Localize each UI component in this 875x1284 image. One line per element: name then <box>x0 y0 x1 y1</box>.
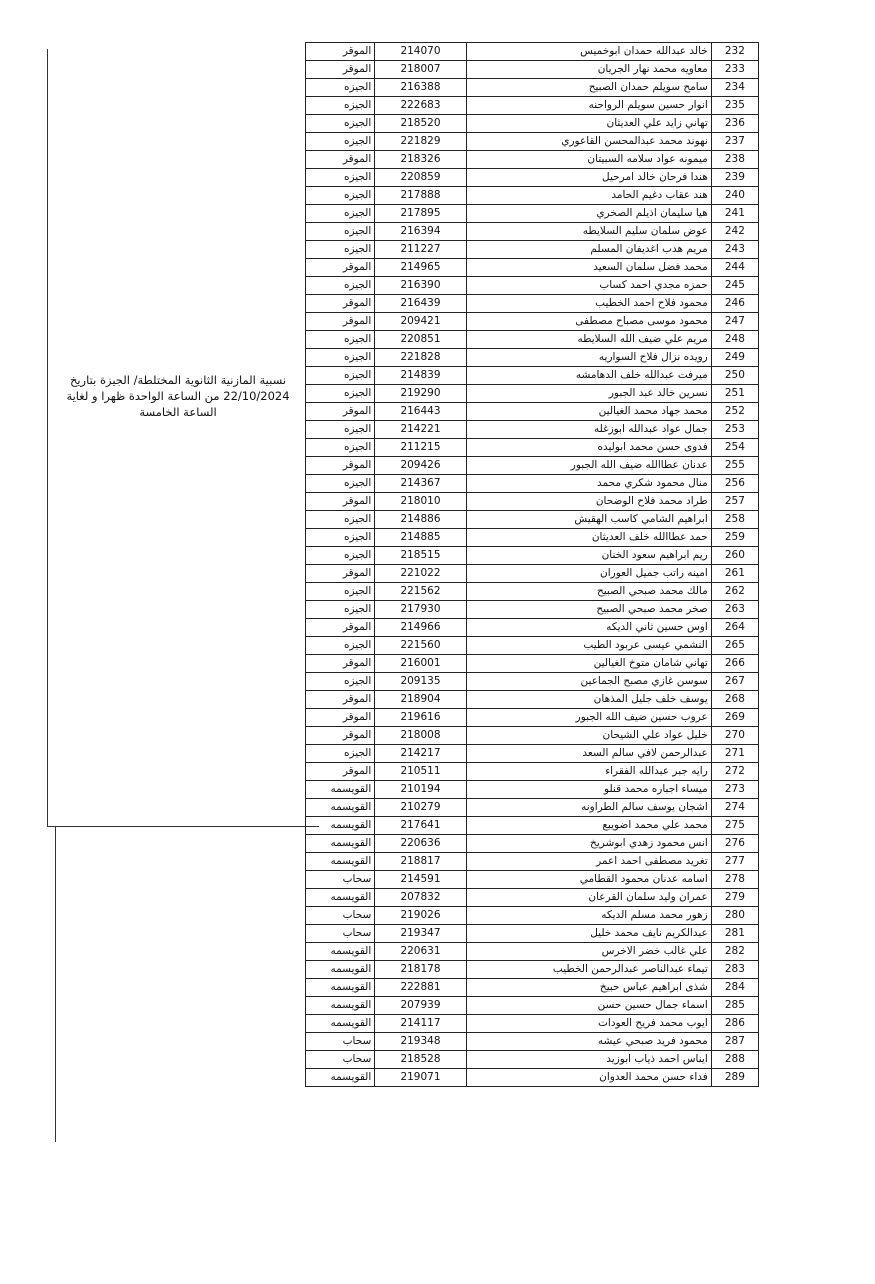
row-number-cell: 273 <box>711 781 758 799</box>
row-number-cell: 288 <box>711 1051 758 1069</box>
table-row <box>306 421 759 439</box>
student-name-cell: انوار حسين سويلم الرواحنه <box>466 97 711 115</box>
table-row <box>306 79 759 97</box>
student-name-cell: حمزه مجدي احمد كساب <box>466 277 711 295</box>
table-row <box>306 781 759 799</box>
location-cell: الموقر <box>306 403 375 421</box>
student-id-cell: 210194 <box>375 781 466 799</box>
student-id-cell: 218515 <box>375 547 466 565</box>
location-cell: سحاب <box>306 1033 375 1051</box>
location-cell: الموقر <box>306 259 375 277</box>
row-number-cell: 235 <box>711 97 758 115</box>
row-number-cell: 250 <box>711 367 758 385</box>
student-name-cell: ايوب محمد فريح العودات <box>466 1015 711 1033</box>
location-cell: القويسمه <box>306 799 375 817</box>
student-id-cell: 220631 <box>375 943 466 961</box>
location-cell: الجيزه <box>306 421 375 439</box>
student-id-cell: 222881 <box>375 979 466 997</box>
student-name-cell: امينه راتب جميل العوران <box>466 565 711 583</box>
student-name-cell: نسرين خالد عبد الجبور <box>466 385 711 403</box>
location-cell: الجيزه <box>306 529 375 547</box>
student-name-cell: مالك محمد صبحي الصبيح <box>466 583 711 601</box>
row-number-cell: 256 <box>711 475 758 493</box>
row-number-cell: 238 <box>711 151 758 169</box>
row-number-cell: 266 <box>711 655 758 673</box>
student-id-cell: 216001 <box>375 655 466 673</box>
student-id-cell: 216390 <box>375 277 466 295</box>
row-number-cell: 283 <box>711 961 758 979</box>
student-id-cell: 214885 <box>375 529 466 547</box>
location-cell: الجيزه <box>306 637 375 655</box>
student-name-cell: سامح سويلم حمدان الصبيح <box>466 79 711 97</box>
student-id-cell: 211215 <box>375 439 466 457</box>
table-row <box>306 1033 759 1051</box>
row-number-cell: 272 <box>711 763 758 781</box>
table-row <box>306 763 759 781</box>
table-row <box>306 583 759 601</box>
student-name-cell: اوس حسين ثاني الديكه <box>466 619 711 637</box>
student-id-cell: 220859 <box>375 169 466 187</box>
table-row <box>306 655 759 673</box>
row-number-cell: 253 <box>711 421 758 439</box>
row-number-cell: 246 <box>711 295 758 313</box>
location-cell: سحاب <box>306 871 375 889</box>
location-cell: الموقر <box>306 763 375 781</box>
location-cell: الجيزه <box>306 511 375 529</box>
student-name-cell: شذى ابراهيم عباس حبيخ <box>466 979 711 997</box>
row-number-cell: 285 <box>711 997 758 1015</box>
table-row <box>306 169 759 187</box>
student-name-cell: تغريد مصطفى احمد اعمر <box>466 853 711 871</box>
session-note-line: الساعة الخامسة <box>139 405 217 419</box>
table-row <box>306 367 759 385</box>
row-number-cell: 241 <box>711 205 758 223</box>
student-id-cell: 207832 <box>375 889 466 907</box>
location-cell: الجيزه <box>306 385 375 403</box>
table-row <box>306 871 759 889</box>
student-name-cell: النشمي عيسى عربود الطيب <box>466 637 711 655</box>
row-number-cell: 262 <box>711 583 758 601</box>
row-number-cell: 259 <box>711 529 758 547</box>
table-row <box>306 979 759 997</box>
student-id-cell: 218008 <box>375 727 466 745</box>
student-id-cell: 219026 <box>375 907 466 925</box>
student-id-cell: 217888 <box>375 187 466 205</box>
student-name-cell: عمران وليد سلمان القرعان <box>466 889 711 907</box>
student-name-cell: نهوند محمد عبدالمحسن القاعوري <box>466 133 711 151</box>
student-name-cell: ابراهيم الشامي كاسب الهقيش <box>466 511 711 529</box>
table-row <box>306 619 759 637</box>
student-name-cell: اسامه عدنان محمود القطامي <box>466 871 711 889</box>
student-name-cell: فدوى حسن محمد ابوليده <box>466 439 711 457</box>
table-row <box>306 961 759 979</box>
table-row <box>306 997 759 1015</box>
table-row <box>306 241 759 259</box>
student-id-cell: 207939 <box>375 997 466 1015</box>
row-number-cell: 237 <box>711 133 758 151</box>
row-number-cell: 286 <box>711 1015 758 1033</box>
location-cell: الموقر <box>306 61 375 79</box>
student-id-cell: 221828 <box>375 349 466 367</box>
student-id-cell: 218007 <box>375 61 466 79</box>
location-cell: الموقر <box>306 655 375 673</box>
student-id-cell: 221562 <box>375 583 466 601</box>
location-cell: الجيزه <box>306 349 375 367</box>
student-name-cell: سوسن غازي مصبح الجماعين <box>466 673 711 691</box>
location-cell: الجيزه <box>306 331 375 349</box>
student-name-cell: محمود فريد صبحي عيشه <box>466 1033 711 1051</box>
student-name-cell: هندا فرحان خالد امرحيل <box>466 169 711 187</box>
location-cell: القويسمه <box>306 889 375 907</box>
table-row <box>306 403 759 421</box>
student-name-cell: رويده نزال فلاح السواريه <box>466 349 711 367</box>
row-number-cell: 251 <box>711 385 758 403</box>
location-cell: القويسمه <box>306 781 375 799</box>
student-name-cell: عبدالكريم نايف محمد خليل <box>466 925 711 943</box>
location-cell: الجيزه <box>306 97 375 115</box>
table-row <box>306 547 759 565</box>
student-name-cell: مريم هدب اغديفان المسلم <box>466 241 711 259</box>
row-number-cell: 279 <box>711 889 758 907</box>
row-number-cell: 265 <box>711 637 758 655</box>
table-row <box>306 691 759 709</box>
student-id-cell: 218528 <box>375 1051 466 1069</box>
location-cell: سحاب <box>306 907 375 925</box>
student-id-cell: 219348 <box>375 1033 466 1051</box>
row-number-cell: 258 <box>711 511 758 529</box>
row-number-cell: 260 <box>711 547 758 565</box>
student-id-cell: 214886 <box>375 511 466 529</box>
student-name-cell: فداء حسن محمد العدوان <box>466 1069 711 1087</box>
table-row <box>306 97 759 115</box>
student-id-cell: 217930 <box>375 601 466 619</box>
row-number-cell: 252 <box>711 403 758 421</box>
location-cell: الموقر <box>306 709 375 727</box>
session-note-line: نسبية المازنية الثانوية المختلطة/ الجيزة بتاريخ <box>69 373 287 387</box>
row-number-cell: 263 <box>711 601 758 619</box>
student-id-cell: 209421 <box>375 313 466 331</box>
student-id-cell: 217641 <box>375 817 466 835</box>
row-number-cell: 284 <box>711 979 758 997</box>
location-cell: الموقر <box>306 565 375 583</box>
table-row <box>306 349 759 367</box>
location-cell: الجيزه <box>306 601 375 619</box>
location-cell: الجيزه <box>306 169 375 187</box>
table-row <box>306 511 759 529</box>
table-row <box>306 205 759 223</box>
row-number-cell: 248 <box>711 331 758 349</box>
location-cell: سحاب <box>306 925 375 943</box>
location-cell: القويسمه <box>306 853 375 871</box>
table-row <box>306 565 759 583</box>
student-id-cell: 219071 <box>375 1069 466 1087</box>
table-row <box>306 799 759 817</box>
row-number-cell: 289 <box>711 1069 758 1087</box>
student-id-cell: 214070 <box>375 43 466 61</box>
table-row <box>306 745 759 763</box>
table-row <box>306 853 759 871</box>
student-id-cell: 216394 <box>375 223 466 241</box>
student-name-cell: عبدالرحمن لافي سالم السعد <box>466 745 711 763</box>
row-number-cell: 269 <box>711 709 758 727</box>
student-name-cell: ريم ابراهيم سعود الخنان <box>466 547 711 565</box>
student-id-cell: 216388 <box>375 79 466 97</box>
location-cell: الموقر <box>306 43 375 61</box>
table-row <box>306 61 759 79</box>
student-name-cell: محمد علي محمد اضويبع <box>466 817 711 835</box>
location-cell: الموقر <box>306 691 375 709</box>
student-id-cell: 218010 <box>375 493 466 511</box>
location-cell: الجيزه <box>306 133 375 151</box>
table-row <box>306 187 759 205</box>
row-number-cell: 276 <box>711 835 758 853</box>
student-id-cell: 214965 <box>375 259 466 277</box>
student-name-cell: محمود فلاح احمد الخطيب <box>466 295 711 313</box>
table-row <box>306 1051 759 1069</box>
table-row <box>306 385 759 403</box>
location-cell: الجيزه <box>306 745 375 763</box>
student-name-cell: صخر محمد صبحي الصبيح <box>466 601 711 619</box>
student-id-cell: 218326 <box>375 151 466 169</box>
students-table-body <box>306 43 759 1087</box>
student-name-cell: محمد جهاد محمد الغيالين <box>466 403 711 421</box>
student-id-cell: 222683 <box>375 97 466 115</box>
table-row <box>306 601 759 619</box>
student-id-cell: 214117 <box>375 1015 466 1033</box>
student-id-cell: 209135 <box>375 673 466 691</box>
table-row <box>306 475 759 493</box>
location-cell: الجيزه <box>306 115 375 133</box>
location-cell: الموقر <box>306 313 375 331</box>
student-name-cell: معاويه محمد نهار الجريان <box>466 61 711 79</box>
student-id-cell: 220851 <box>375 331 466 349</box>
row-number-cell: 281 <box>711 925 758 943</box>
row-number-cell: 232 <box>711 43 758 61</box>
student-name-cell: هيا سليمان اذيلم الصخري <box>466 205 711 223</box>
location-cell: الجيزه <box>306 277 375 295</box>
table-row <box>306 223 759 241</box>
row-number-cell: 264 <box>711 619 758 637</box>
student-id-cell: 210511 <box>375 763 466 781</box>
student-id-cell: 218178 <box>375 961 466 979</box>
table-row <box>306 673 759 691</box>
table-row <box>306 907 759 925</box>
student-name-cell: محمد فضل سلمان السعيد <box>466 259 711 277</box>
location-cell: الموقر <box>306 295 375 313</box>
table-row <box>306 529 759 547</box>
location-cell: القويسمه <box>306 997 375 1015</box>
table-row <box>306 457 759 475</box>
location-cell: القويسمه <box>306 961 375 979</box>
location-cell: سحاب <box>306 1051 375 1069</box>
location-cell: القويسمه <box>306 817 375 835</box>
student-name-cell: ميرفت عبدالله خلف الدهامشه <box>466 367 711 385</box>
row-number-cell: 270 <box>711 727 758 745</box>
student-name-cell: تهاني شامان متوخ الغيالين <box>466 655 711 673</box>
student-id-cell: 216443 <box>375 403 466 421</box>
location-cell: الجيزه <box>306 223 375 241</box>
location-cell: القويسمه <box>306 835 375 853</box>
location-cell: القويسمه <box>306 1069 375 1087</box>
student-id-cell: 221560 <box>375 637 466 655</box>
student-name-cell: اسماء جمال حسين حسن <box>466 997 711 1015</box>
table-row <box>306 43 759 61</box>
location-cell: الموقر <box>306 457 375 475</box>
student-name-cell: عدنان عطاالله ضيف الله الجبور <box>466 457 711 475</box>
location-cell: الموقر <box>306 151 375 169</box>
table-row <box>306 835 759 853</box>
table-row <box>306 1015 759 1033</box>
student-id-cell: 211227 <box>375 241 466 259</box>
student-id-cell: 214839 <box>375 367 466 385</box>
table-row <box>306 709 759 727</box>
table-row <box>306 151 759 169</box>
location-cell: الجيزه <box>306 583 375 601</box>
table-row <box>306 277 759 295</box>
student-id-cell: 218904 <box>375 691 466 709</box>
student-id-cell: 218520 <box>375 115 466 133</box>
student-name-cell: عوض سلمان سليم السلايطه <box>466 223 711 241</box>
student-name-cell: تيماء عبدالناصر عبدالرحمن الخطيب <box>466 961 711 979</box>
row-number-cell: 268 <box>711 691 758 709</box>
row-number-cell: 280 <box>711 907 758 925</box>
location-cell: القويسمه <box>306 943 375 961</box>
row-number-cell: 233 <box>711 61 758 79</box>
student-name-cell: تهاني زايد علي العديثان <box>466 115 711 133</box>
row-number-cell: 243 <box>711 241 758 259</box>
location-cell: القويسمه <box>306 979 375 997</box>
row-number-cell: 249 <box>711 349 758 367</box>
student-id-cell: 220636 <box>375 835 466 853</box>
student-id-cell: 219290 <box>375 385 466 403</box>
student-id-cell: 214966 <box>375 619 466 637</box>
student-name-cell: حمد عطاالله خلف العديثان <box>466 529 711 547</box>
location-cell: الجيزه <box>306 673 375 691</box>
table-row <box>306 115 759 133</box>
row-number-cell: 277 <box>711 853 758 871</box>
student-id-cell: 214591 <box>375 871 466 889</box>
group-border-line <box>47 49 48 827</box>
student-name-cell: محمود موسى مصباح مصطفى <box>466 313 711 331</box>
student-name-cell: رايه جبر عبدالله الفقراء <box>466 763 711 781</box>
table-row <box>306 133 759 151</box>
session-note <box>60 372 296 420</box>
students-table <box>305 42 759 1087</box>
row-number-cell: 242 <box>711 223 758 241</box>
table-row <box>306 925 759 943</box>
table-row <box>306 259 759 277</box>
student-id-cell: 216439 <box>375 295 466 313</box>
row-number-cell: 275 <box>711 817 758 835</box>
table-row <box>306 1069 759 1087</box>
row-number-cell: 234 <box>711 79 758 97</box>
row-number-cell: 254 <box>711 439 758 457</box>
student-id-cell: 210279 <box>375 799 466 817</box>
student-name-cell: علي غالب خضر الاخرس <box>466 943 711 961</box>
student-name-cell: هند عقاب دغيم الحامد <box>466 187 711 205</box>
table-row <box>306 493 759 511</box>
table-row <box>306 331 759 349</box>
student-name-cell: ميمونه عواد سلامه السبيتان <box>466 151 711 169</box>
student-id-cell: 214217 <box>375 745 466 763</box>
row-number-cell: 261 <box>711 565 758 583</box>
student-id-cell: 209426 <box>375 457 466 475</box>
row-number-cell: 287 <box>711 1033 758 1051</box>
location-cell: الجيزه <box>306 241 375 259</box>
row-number-cell: 239 <box>711 169 758 187</box>
location-cell: الجيزه <box>306 475 375 493</box>
location-cell: الجيزه <box>306 367 375 385</box>
row-number-cell: 278 <box>711 871 758 889</box>
student-name-cell: مريم علي ضيف الله السلايطه <box>466 331 711 349</box>
student-id-cell: 221829 <box>375 133 466 151</box>
student-name-cell: انس محمود زهدي ابوشريخ <box>466 835 711 853</box>
row-number-cell: 282 <box>711 943 758 961</box>
location-cell: الجيزه <box>306 547 375 565</box>
table-row <box>306 637 759 655</box>
location-cell: الموقر <box>306 493 375 511</box>
row-number-cell: 236 <box>711 115 758 133</box>
table-row <box>306 313 759 331</box>
student-id-cell: 219347 <box>375 925 466 943</box>
table-row <box>306 889 759 907</box>
row-number-cell: 274 <box>711 799 758 817</box>
row-number-cell: 245 <box>711 277 758 295</box>
row-number-cell: 240 <box>711 187 758 205</box>
student-id-cell: 214367 <box>375 475 466 493</box>
location-cell: الموقر <box>306 619 375 637</box>
location-cell: الجيزه <box>306 205 375 223</box>
student-id-cell: 218817 <box>375 853 466 871</box>
table-row <box>306 727 759 745</box>
location-cell: الجيزه <box>306 187 375 205</box>
row-number-cell: 257 <box>711 493 758 511</box>
student-name-cell: ميساء اجباره محمد قنلو <box>466 781 711 799</box>
location-cell: الجيزه <box>306 439 375 457</box>
row-number-cell: 255 <box>711 457 758 475</box>
student-name-cell: يوسف خلف جليل المذهان <box>466 691 711 709</box>
row-number-cell: 267 <box>711 673 758 691</box>
table-row <box>306 817 759 835</box>
student-name-cell: منال محمود شكري محمد <box>466 475 711 493</box>
row-number-cell: 244 <box>711 259 758 277</box>
group-border-line <box>55 826 56 1142</box>
student-name-cell: خليل عواد علي الشيحان <box>466 727 711 745</box>
student-name-cell: اشجان يوسف سالم الطراونه <box>466 799 711 817</box>
table-row <box>306 943 759 961</box>
student-id-cell: 217895 <box>375 205 466 223</box>
student-name-cell: طراد محمد فلاح الوضحان <box>466 493 711 511</box>
row-number-cell: 247 <box>711 313 758 331</box>
student-name-cell: جمال عواد عبدالله ابوزغله <box>466 421 711 439</box>
location-cell: القويسمه <box>306 1015 375 1033</box>
table-row <box>306 439 759 457</box>
row-number-cell: 271 <box>711 745 758 763</box>
table-row <box>306 295 759 313</box>
student-name-cell: خالد عبدالله حمدان ابوخميس <box>466 43 711 61</box>
student-id-cell: 221022 <box>375 565 466 583</box>
location-cell: الموقر <box>306 727 375 745</box>
group-divider-line <box>47 826 319 827</box>
student-name-cell: زهور محمد مسلم الديكه <box>466 907 711 925</box>
student-id-cell: 219616 <box>375 709 466 727</box>
student-name-cell: ايناس احمد ذياب ابوزيد <box>466 1051 711 1069</box>
student-id-cell: 214221 <box>375 421 466 439</box>
student-name-cell: عروب حسين ضيف الله الجبور <box>466 709 711 727</box>
location-cell: الجيزه <box>306 79 375 97</box>
session-note-line: 22/10/2024 من الساعة الواحدة ظهرا و لغاية <box>66 389 290 403</box>
